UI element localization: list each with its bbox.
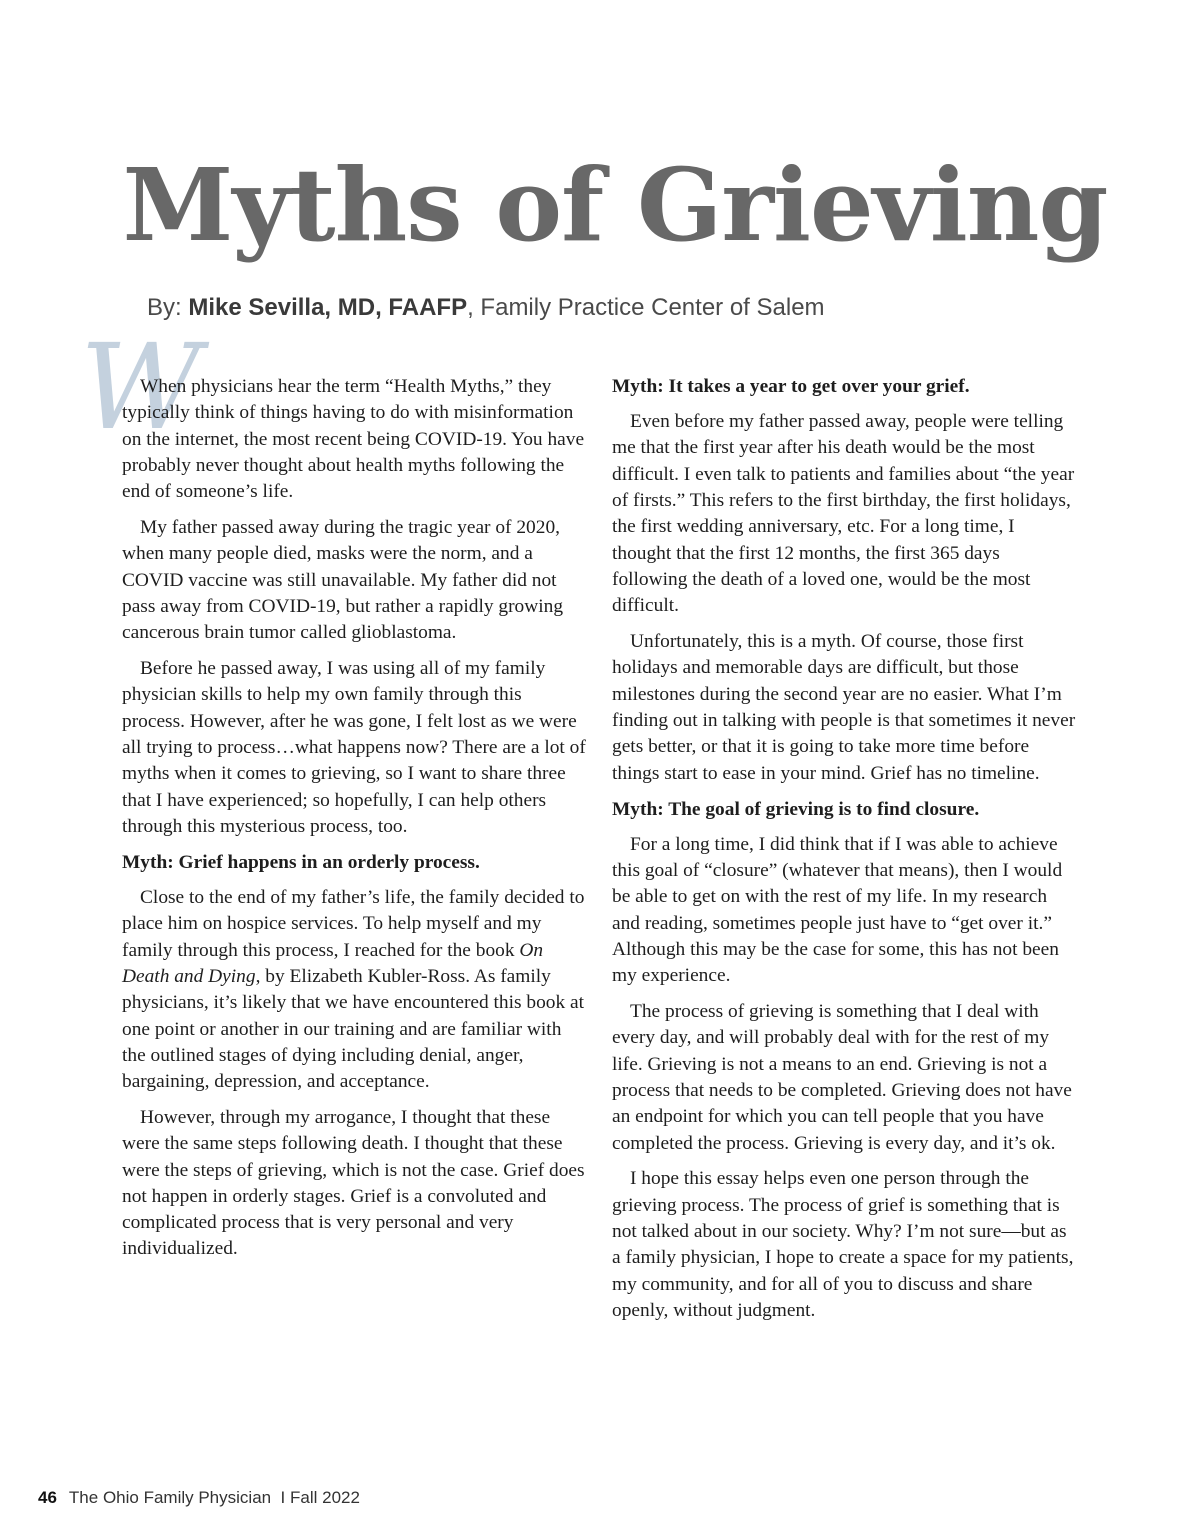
paragraph-closure: For a long time, I did think that if I was able to achieve this goal of “closure” (whatever that means), then I would be able to get on with the rest of my life. In my research and reading, sometimes people just have to “get over it.” Although this may be the case for some, this has not been my experience. xyxy=(612,833,1063,987)
hospice-text-a: Close to the end of my father’s life, the family decided to place him on hospice services. To help myself and my family through this process, I reached for the book xyxy=(122,887,585,961)
paragraph-year-of-firsts: Even before my father passed away, people were telling me that the first year after his death would be the most difficult. I even talk to patients and families about “the year of firsts.” This refers to the first birthday, the first holidays, the first wedding anniversary, etc. For a long time, I thought that the first 12 months, the first 365 days following the death of a loved one, would be the most difficult. xyxy=(612,411,1075,617)
page-footer xyxy=(38,1486,360,1510)
byline xyxy=(147,292,825,324)
left-column xyxy=(122,374,588,1272)
article-title: Myths of Grieving xyxy=(122,146,1108,264)
paragraph-every-day: The process of grieving is something that I deal with every day, and will probably deal with for the rest of my life. Grieving is not a means to an end. Grieving is not a process that needs to be completed. Grieving does not have an endpoint for which you can tell people that you have completed the process. Grieving is every day, and it’s ok. xyxy=(612,1001,1072,1154)
paragraph-unfortunately: Unfortunately, this is a myth. Of course, those first holidays and memorable days are difficult, but those milestones during the second year are no easier. What I’m finding out in talking with people is that sometimes it never gets better, or that it is going to take more time before things start to ease in your mind. Grief has no timeline. xyxy=(612,631,1076,784)
myth-heading-year: Myth: It takes a year to get over your grief. xyxy=(612,376,970,397)
paragraph-myths-intro: Before he passed away, I was using all of my family physician skills to help my own family through this process. However, after he was gone, I felt lost as we were all trying to process…what happens now? There are a lot of myths when it comes to grieving, so I want to share three that I have experienced; so hopefully, I can help others through this mysterious process, too. xyxy=(122,658,586,837)
drop-cap-letter: W xyxy=(80,318,202,456)
hospice-text-b: , by Elizabeth Kubler-Ross. As family physicians, it’s likely that we have encountered this book at one point or another in our training and are familiar with the outlined stages of dying including denial, anger, bargaining, depression, and acceptance. xyxy=(122,965,585,1093)
publication-name: The Ohio Family Physician I Fall 2022 xyxy=(68,1488,360,1507)
paragraph-arrogance: However, through my arrogance, I thought that these were the same steps following death. I thought that these were the steps of grieving, which is not the case. Grief does not happen in orderly stages. Grief is a convoluted and complicated process that is very personal and very individualized. xyxy=(122,1106,585,1260)
myth-heading-closure: Myth: The goal of grieving is to find closure. xyxy=(612,798,980,820)
paragraph-hope: I hope this essay helps even one person through the grieving process. The process of grief is something that is not talked about in our society. Why? I’m not sure—but as a family physician, I hope to create a space for my patients, my community, and for all of you to discuss and share openly, without judgment. xyxy=(612,1168,1074,1321)
page-number: 46 xyxy=(38,1488,57,1507)
author-affiliation: , Family Practice Center of Salem xyxy=(467,294,825,321)
author-name: Mike Sevilla, MD, FAAFP xyxy=(188,294,468,321)
paragraph-intro: When physicians hear the term “Health Myths,” they typically think of things having to do with misinformation on the internet, the most recent being COVID-19. You have probably never thought about health myths following the end of someone’s life. xyxy=(122,376,585,503)
byline-prefix: By: xyxy=(147,294,189,321)
book-title: On Death and Dying xyxy=(122,939,544,987)
paragraph-hospice xyxy=(122,885,588,1095)
paragraph-father: My father passed away during the tragic year of 2020, when many people died, masks were the norm, and a COVID vaccine was still unavailable. My father did not pass away from COVID-19, but rather a rapidly growing cancerous brain tumor called glioblastoma. xyxy=(122,517,564,644)
myth-heading-orderly: Myth: Grief happens in an orderly process. xyxy=(122,851,480,873)
right-column xyxy=(612,374,1078,1334)
